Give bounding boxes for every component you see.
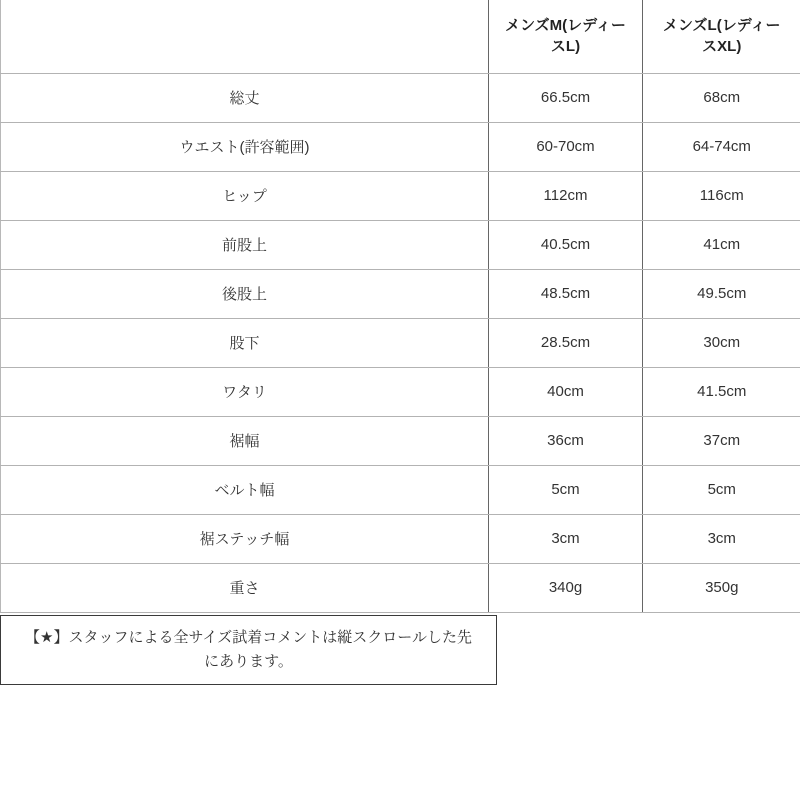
table-row	[1, 563, 800, 612]
cell-men-m: 3cm	[489, 514, 643, 563]
cell-men-m: 5cm	[489, 465, 643, 514]
cell-men-l: 68cm	[643, 73, 800, 122]
table-row	[1, 171, 800, 220]
row-label: 前股上	[1, 220, 489, 269]
cell-men-l: 41.5cm	[643, 367, 800, 416]
cell-men-m: 66.5cm	[489, 73, 643, 122]
cell-men-l: 49.5cm	[643, 269, 800, 318]
cell-men-m: 340g	[489, 563, 643, 612]
cell-men-m: 112cm	[489, 171, 643, 220]
cell-men-m: 36cm	[489, 416, 643, 465]
cell-men-m: 40cm	[489, 367, 643, 416]
header-row	[1, 0, 800, 73]
column-header-men-m: メンズM(レディースL)	[489, 0, 643, 73]
cell-men-m: 60-70cm	[489, 122, 643, 171]
cell-men-l: 350g	[643, 563, 800, 612]
cell-men-l: 37cm	[643, 416, 800, 465]
table-row	[1, 367, 800, 416]
column-header-men-l: メンズL(レディースXL)	[643, 0, 800, 73]
note-box	[0, 615, 497, 685]
row-label: 後股上	[1, 269, 489, 318]
table-row	[1, 269, 800, 318]
table-row	[1, 220, 800, 269]
table-row	[1, 416, 800, 465]
row-label: ウエスト(許容範囲)	[1, 122, 489, 171]
table-row	[1, 73, 800, 122]
row-label: ベルト幅	[1, 465, 489, 514]
cell-men-m: 40.5cm	[489, 220, 643, 269]
table-row	[1, 318, 800, 367]
table-row	[1, 465, 800, 514]
cell-men-l: 41cm	[643, 220, 800, 269]
note-text: 【★】スタッフによる全サイズ試着コメントは縦スクロールした先にあります。	[25, 628, 472, 670]
table-row	[1, 514, 800, 563]
cell-men-l: 3cm	[643, 514, 800, 563]
cell-men-l: 116cm	[643, 171, 800, 220]
cell-men-m: 28.5cm	[489, 318, 643, 367]
row-label: 総丈	[1, 73, 489, 122]
cell-men-l: 30cm	[643, 318, 800, 367]
row-label: 股下	[1, 318, 489, 367]
row-label: 裾ステッチ幅	[1, 514, 489, 563]
row-label: ワタリ	[1, 367, 489, 416]
row-label: 重さ	[1, 563, 489, 612]
table-row	[1, 122, 800, 171]
cell-men-l: 64-74cm	[643, 122, 800, 171]
cell-men-l: 5cm	[643, 465, 800, 514]
corner-cell	[1, 0, 489, 73]
row-label: 裾幅	[1, 416, 489, 465]
cell-men-m: 48.5cm	[489, 269, 643, 318]
row-label: ヒップ	[1, 171, 489, 220]
